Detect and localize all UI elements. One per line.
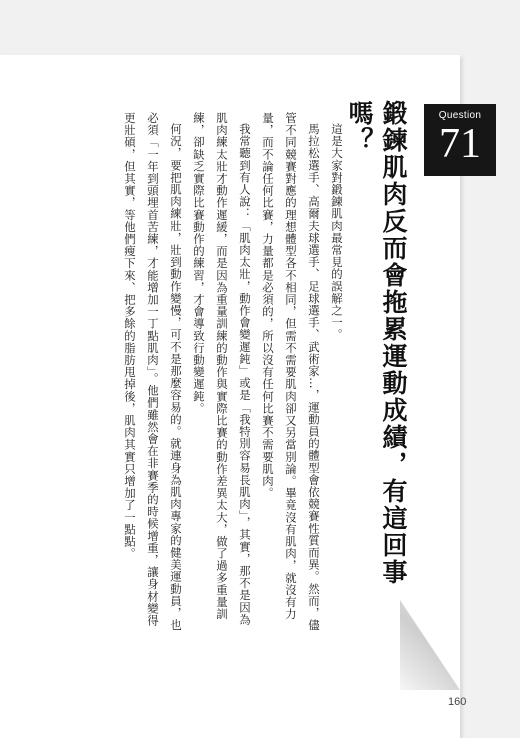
body-text xyxy=(48,112,348,632)
paragraph: 馬拉松選手、高爾夫球選手、足球選手、武術家…，運動員的體型會依競賽性質而異。然而，儘管不同競賽對應的理想體型各不相同，但需不需要肌肉卻又另當別論。畢竟沒有肌肉，就沒有力量，而不論任何比賽，力量都是必須的，所以沒有任何比賽不需要肌肉。 xyxy=(261,112,321,632)
question-badge xyxy=(424,104,496,176)
question-label: Question xyxy=(438,110,482,121)
paragraph: 何況，要把肌肉練壯，壯到動作變慢，可不是那麼容易的。就連身為肌肉專家的健美運動員，也必須「一年到頭埋首苦練，才能增加一丁點肌肉」。他們雖然會在非賽季的時候增重，讓身材變得更壯碩，但其實，等他們瘦下來、把多餘的脂肪甩掉後，肌肉其實只增加了一點點。 xyxy=(123,112,183,632)
paragraph: 我常聽到有人說：「肌肉太壯，動作會變遲鈍」或是「我特別容易長肌肉」，其實，那不是因為肌肉練太壯才動作遲緩，而是因為重量訓練的動作與實際比賽的動作差異太大，做了過多重量訓練，卻缺乏實際比賽動作的練習，才會導致行動變遲鈍。 xyxy=(192,112,252,626)
page-title: 鍛鍊肌肉反而會拖累運動成績，有這回事嗎？ xyxy=(345,100,408,586)
paragraph: 這是大家對鍛鍊肌肉最常見的誤解之一。 xyxy=(330,123,344,342)
question-number: 71 xyxy=(439,121,481,167)
page-number: 160 xyxy=(448,696,467,708)
